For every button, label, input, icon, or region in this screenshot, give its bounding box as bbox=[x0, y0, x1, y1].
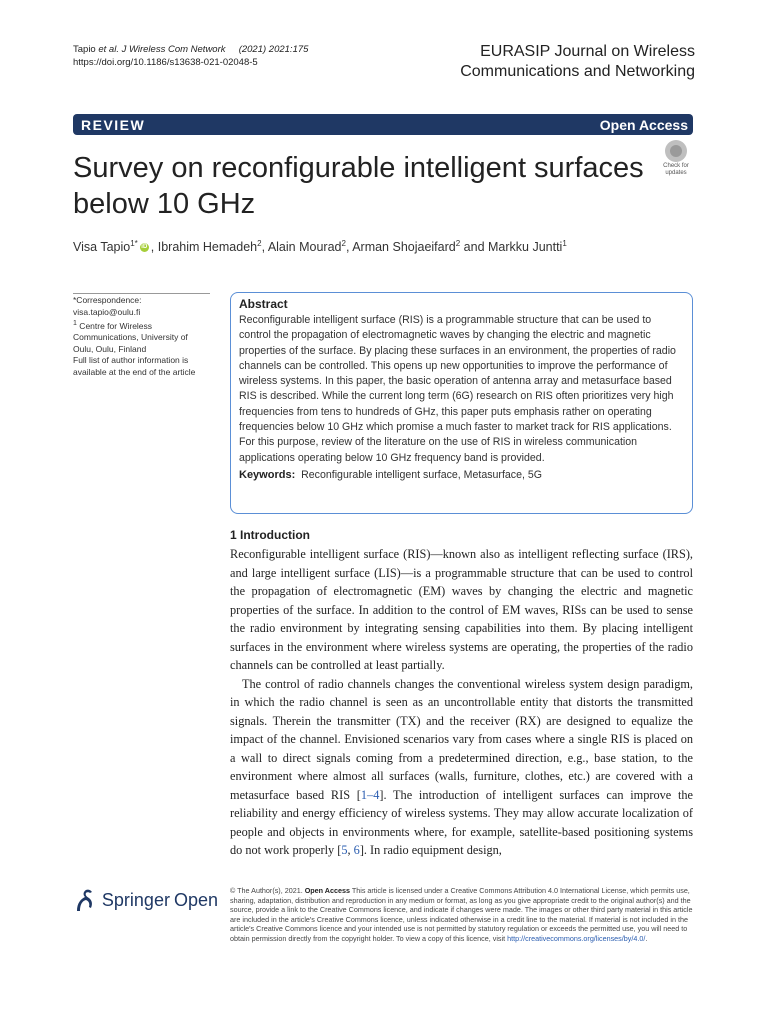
correspondence-sidebar bbox=[73, 293, 210, 378]
check-for-updates-badge[interactable] bbox=[658, 140, 694, 180]
author-affiliation-mark: 2 bbox=[455, 239, 461, 248]
license-notice bbox=[230, 886, 695, 944]
journal-name bbox=[460, 42, 695, 82]
citation-line bbox=[73, 43, 308, 56]
article-title: Survey on reconfigurable intelligent surfaces below 10 GHz bbox=[73, 152, 644, 220]
paragraph-text: ]. The introduction of intelligent surfaces can improve the reliability and energy efficiency of wireless systems. They may allow accurate localization of people and objects in environments where, for example, satellite-based positioning systems do not work properly [ bbox=[230, 787, 693, 857]
author-name: Visa Tapio bbox=[73, 240, 131, 255]
keywords-label: Keywords: bbox=[239, 468, 296, 481]
author-affiliation-mark: 1* bbox=[130, 239, 138, 248]
body-text bbox=[230, 545, 693, 860]
author-info-note: Full list of author information is available at the end of the article bbox=[73, 355, 196, 377]
affiliation-text: Centre for Wireless Communications, University of Oulu, Oulu, Finland bbox=[73, 320, 188, 354]
author-name: and Markku Juntti bbox=[460, 240, 563, 255]
doi-link[interactable]: https://doi.org/10.1186/s13638-021-02048-5 bbox=[73, 57, 258, 68]
author-affiliation-mark: 2 bbox=[341, 239, 346, 248]
author-affiliation-mark: 2 bbox=[257, 239, 262, 248]
affiliation bbox=[73, 318, 210, 355]
citation bbox=[73, 43, 308, 69]
affiliation-mark: 1 bbox=[73, 319, 77, 327]
author-list bbox=[73, 239, 567, 254]
open-access-label: Open Access bbox=[599, 116, 688, 133]
citation-journal: et al. J Wireless Com Network bbox=[98, 44, 226, 55]
license-text: This article is licensed under a Creative Commons Attribution 4.0 International License, which permits use, sharing, adaptation, distribution and reproduction in any medium or format, as long as you give appropriate credit to the original author(s) and the source, provide a link to the Creative Commons licence, and indicate if changes were made. The images or other third party material in this article are included in the article's Creative Commons licence, unless indicated otherwise in a credit line to the material. If material is not included in the article's Creative Commons licence and your intended use is not permitted by statutory regulation or exceeds the permitted use, you will need to obtain permission directly from the copyright holder. To view a copy of this licence, visit bbox=[230, 886, 693, 943]
journal-name-line2: Communications and Networking bbox=[460, 63, 695, 80]
citation-authors: Tapio bbox=[73, 44, 99, 55]
journal-name-line1: EURASIP Journal on Wireless bbox=[480, 43, 695, 60]
check-updates-label bbox=[663, 163, 689, 177]
springer-horse-icon bbox=[73, 887, 97, 913]
paragraph-text: The control of radio channels changes the conventional wireless system design paradigm, in which the radio channel is seen as an uncontrollable entity that distorts the transmitted signals. Therein the transmitter (TX) and the receiver (RX) are designed to equalize the impact of the channel. Envisioned scenarios vary from cases where a single RIS is placed on a wall to direct signals coming from a predetermined direction, e.g., base station, to the environment where almost all surfaces (walls, furniture, clothes, etc.) are covered with a metasurface based RIS [ bbox=[230, 676, 693, 802]
paragraph bbox=[230, 675, 693, 860]
check-updates-line1: Check for bbox=[663, 163, 689, 169]
keywords-text: Reconfigurable intelligent surface, Metasurface, 5G bbox=[301, 468, 542, 481]
citation-year: (2021) 2021:175 bbox=[238, 44, 309, 55]
paragraph: Reconfigurable intelligent surface (RIS)—known also as intelligent reflecting surface (IRS), and large intelligent surface (LIS)—is a programmable structure that can be used to control the propagation of electromagnetic (EM) waves by changing the electric and magnetic properties of the surface. In addition to the control of EM waves, RISs can be used to sense the radio environment by integrating sensing capabilities into them. By placing intelligent surfaces in the environment where wireless systems are operating, the properties of the radio channels can be controlled at least partially. bbox=[230, 547, 693, 672]
citation-link[interactable]: 6 bbox=[353, 843, 360, 857]
correspondence-email[interactable]: visa.tapio@oulu.fi bbox=[73, 306, 141, 317]
license-copyright: © The Author(s), 2021. bbox=[230, 886, 305, 895]
citation-link[interactable]: 1–4 bbox=[360, 787, 380, 802]
author-name: , Arman Shojaeifard bbox=[345, 240, 456, 255]
author-affiliation-mark: 1 bbox=[562, 239, 567, 248]
paragraph-text: ]. In radio equipment design, bbox=[359, 843, 502, 857]
author-name: , Ibrahim Hemadeh bbox=[150, 240, 258, 255]
article-type-banner bbox=[73, 114, 693, 135]
abstract-text: Reconfigurable intelligent surface (RIS) is a programmable structure that can be used to control the propagation of electromagnetic waves by changing the electric and magnetic properties of the surface. By placing these surfaces in an environment, the properties of radio channels can be controlled. This opens up new opportunities to improve the performance of wireless systems. In this paper, the basic operation of antenna array and metasurface based RIS is described. While the current long term (6G) research on RIS often prioritizes very high frequencies from tens to hundreds of GHz, this paper puts emphasis rather on operating frequencies below 10 GHz which promise a much faster to market track for RIS applications. For this purpose, review of the literature on the use of RIS in wireless communication applications operating below 10 GHz frequency band is provided. bbox=[239, 314, 676, 464]
license-open-access: Open Access bbox=[304, 886, 350, 895]
article-type-label: REVIEW bbox=[81, 116, 146, 133]
author-name: , Alain Mourad bbox=[261, 240, 342, 255]
abstract-heading: Abstract bbox=[239, 297, 288, 311]
publisher-open: Open bbox=[173, 889, 218, 910]
publisher-name: Springer bbox=[101, 889, 170, 910]
correspondence-label: *Correspondence: bbox=[73, 295, 142, 305]
orcid-icon[interactable]: iD bbox=[141, 244, 148, 251]
check-updates-icon bbox=[665, 140, 687, 162]
keywords bbox=[239, 469, 684, 481]
springer-open-logo bbox=[73, 885, 218, 915]
license-end: . bbox=[645, 933, 648, 943]
check-updates-line2: updates bbox=[665, 170, 687, 176]
license-link[interactable]: http://creativecommons.org/licenses/by/4.0/ bbox=[507, 933, 646, 943]
paragraph-text: , bbox=[347, 843, 354, 857]
section-heading: 1 Introduction bbox=[230, 528, 310, 542]
citation-link[interactable]: 5 bbox=[341, 843, 348, 857]
abstract-box bbox=[230, 292, 693, 514]
